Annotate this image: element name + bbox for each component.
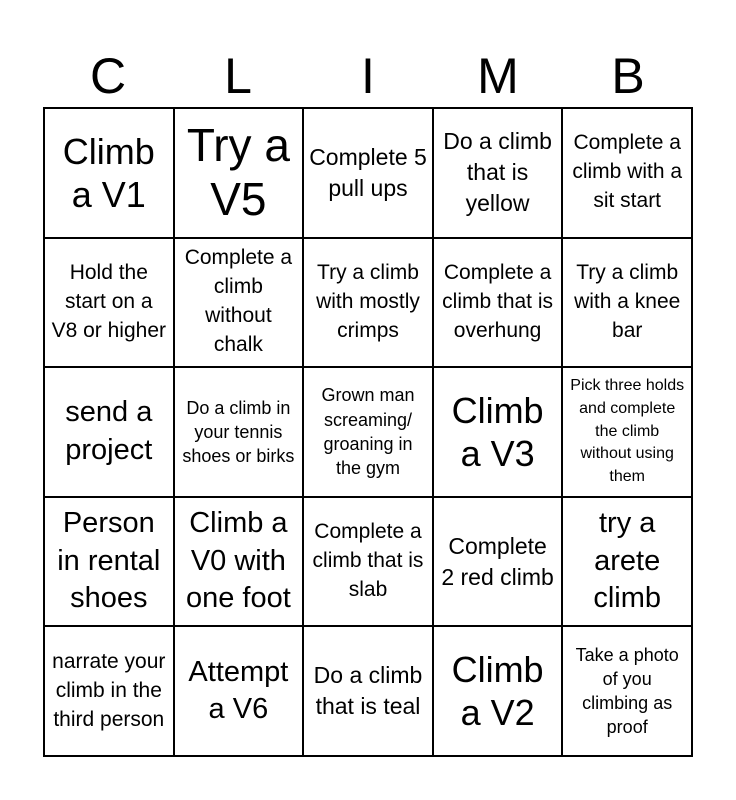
bingo-cell[interactable] bbox=[562, 626, 692, 756]
bingo-cell-text: Do a climb that is yellow bbox=[443, 128, 552, 217]
header-letter-c: C bbox=[89, 48, 127, 104]
bingo-cell-text: Climb a V0 with one foot bbox=[185, 507, 291, 615]
bingo-cell-text: Complete a climb that is overhung bbox=[442, 260, 554, 342]
bingo-cell-text: Climb a V3 bbox=[451, 389, 544, 474]
bingo-cell-text: Try a climb with a knee bar bbox=[574, 260, 681, 342]
bingo-cell[interactable] bbox=[562, 108, 692, 238]
bingo-cell-text: Grown man screaming/ groaning in the gym bbox=[321, 385, 415, 479]
bingo-cell[interactable] bbox=[303, 497, 433, 627]
bingo-cell[interactable] bbox=[174, 238, 304, 368]
bingo-cell[interactable] bbox=[303, 626, 433, 756]
bingo-cell-text: Hold the start on a V8 or higher bbox=[51, 260, 166, 342]
bingo-cell-text: Climb a V1 bbox=[62, 130, 155, 215]
bingo-cell[interactable] bbox=[562, 497, 692, 627]
header-letter-m: M bbox=[477, 48, 519, 104]
bingo-cell-text: Pick three holds and complete the climb without using them bbox=[570, 377, 685, 486]
bingo-cell-text: Complete a climb without chalk bbox=[184, 246, 293, 357]
bingo-cell[interactable] bbox=[303, 108, 433, 238]
bingo-cell[interactable] bbox=[44, 497, 174, 627]
bingo-cell[interactable] bbox=[303, 238, 433, 368]
bingo-cell[interactable] bbox=[433, 497, 563, 627]
bingo-header bbox=[43, 45, 693, 107]
bingo-cell[interactable] bbox=[174, 108, 304, 238]
header-letter-b: B bbox=[611, 48, 645, 104]
bingo-cell[interactable] bbox=[303, 367, 433, 497]
bingo-cell[interactable] bbox=[433, 626, 563, 756]
header-letter-l: L bbox=[224, 48, 252, 104]
bingo-cell-text: try a arete climb bbox=[593, 507, 662, 615]
bingo-grid bbox=[43, 107, 693, 757]
bingo-cell-text: Complete a climb with a sit start bbox=[572, 131, 683, 213]
bingo-cell-text: Attempt a V6 bbox=[188, 655, 289, 726]
bingo-cell[interactable] bbox=[44, 367, 174, 497]
bingo-cell[interactable] bbox=[433, 367, 563, 497]
bingo-cell[interactable] bbox=[433, 108, 563, 238]
bingo-cell[interactable] bbox=[174, 367, 304, 497]
bingo-cell[interactable] bbox=[174, 497, 304, 627]
bingo-cell-text: Person in rental shoes bbox=[57, 507, 161, 615]
header-letter-i: I bbox=[361, 48, 375, 104]
bingo-cell-text: Take a photo of you climbing as proof bbox=[575, 644, 679, 738]
bingo-cell-text: Try a V5 bbox=[186, 118, 290, 225]
bingo-cell-text: Do a climb in your tennis shoes or birks bbox=[182, 397, 295, 467]
bingo-cell-text: Try a climb with mostly crimps bbox=[316, 260, 420, 342]
bingo-cell-text: send a project bbox=[65, 396, 153, 466]
bingo-cell[interactable] bbox=[562, 238, 692, 368]
bingo-cell[interactable] bbox=[433, 238, 563, 368]
bingo-cell[interactable] bbox=[44, 238, 174, 368]
bingo-cell[interactable] bbox=[562, 367, 692, 497]
bingo-cell-text: Do a climb that is teal bbox=[313, 662, 423, 720]
bingo-cell-text: Complete 2 red climb bbox=[441, 532, 554, 590]
bingo-cell-text: Climb a V2 bbox=[451, 649, 544, 734]
bingo-cell-text: Complete a climb that is slab bbox=[312, 520, 424, 602]
bingo-cell[interactable] bbox=[44, 108, 174, 238]
bingo-cell-text: Complete 5 pull ups bbox=[309, 143, 427, 201]
bingo-cell[interactable] bbox=[174, 626, 304, 756]
bingo-cell-text: narrate your climb in the third person bbox=[52, 649, 166, 731]
bingo-cell[interactable] bbox=[44, 626, 174, 756]
